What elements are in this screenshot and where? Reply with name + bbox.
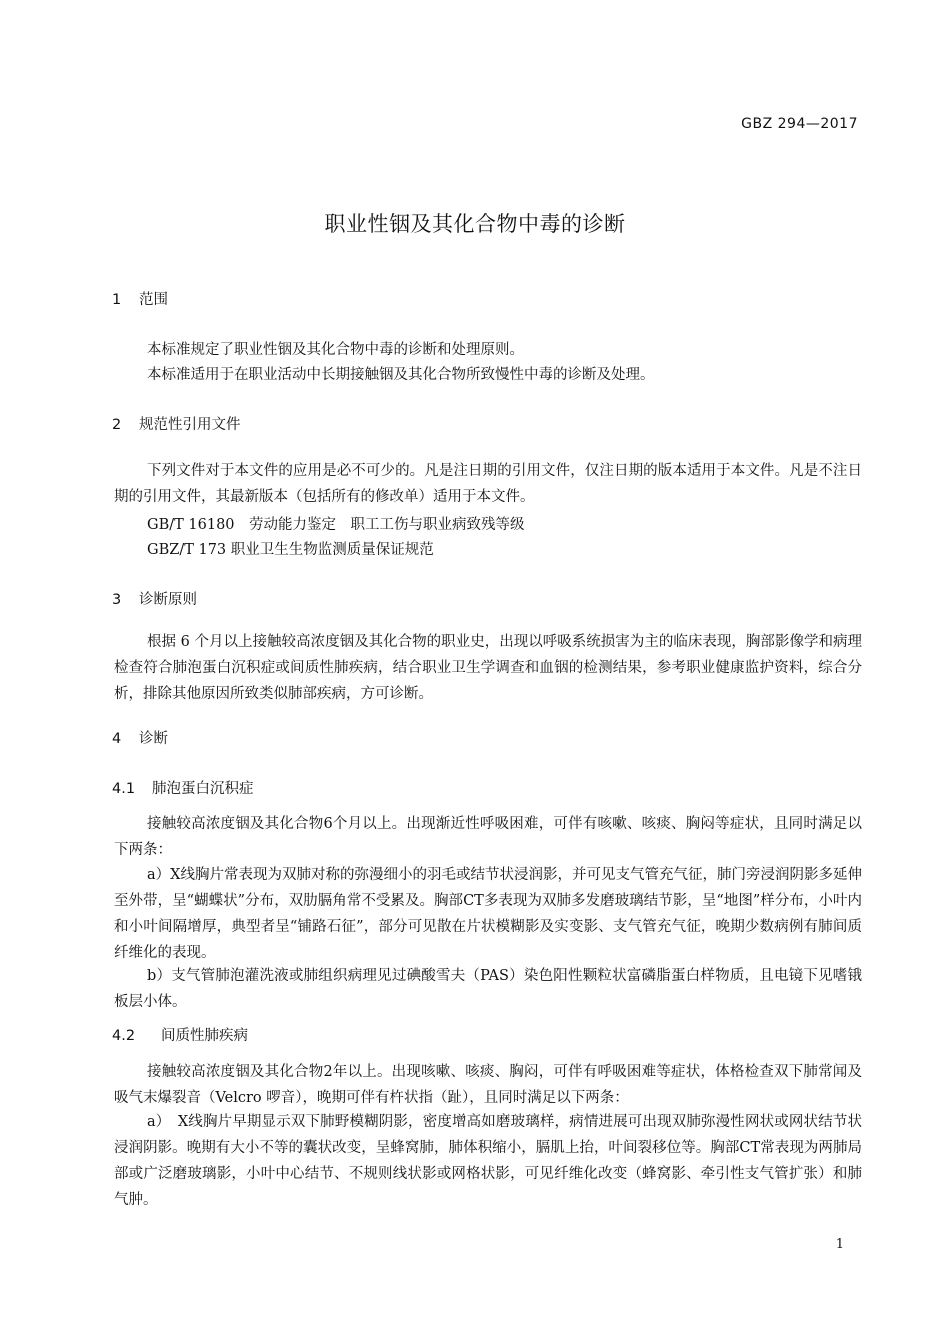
- section-number: 4.2: [112, 1028, 136, 1044]
- section-title: 诊断: [139, 731, 168, 747]
- section-4-heading: [112, 727, 168, 748]
- section-title: 肺泡蛋白沉积症: [152, 781, 254, 797]
- normative-reference-2: GBZ/T 173 职业卫生生物监测质量保证规范: [147, 542, 434, 558]
- subsection-4-1-item-b: b）支气管肺泡灌洗液或肺组织病理见过碘酸雪夫（PAS）染色阳性颗粒状富磷脂蛋白样物质，且电镜下见嗜锇板层小体。: [114, 968, 862, 1010]
- section-3-paragraph: 根据 6 个月以上接触较高浓度铟及其化合物的职业史，出现以呼吸系统损害为主的临床表现，胸部影像学和病理检查符合肺泡蛋白沉积症或间质性肺疾病，结合职业卫生学调查和血铟的检测结果，参考职业健康监护资料，综合分析，排除其他原因所致类似肺部疾病，方可诊断。: [114, 634, 862, 702]
- subsection-4-2-item-a: a） X线胸片早期显示双下肺野模糊阴影，密度增高如磨玻璃样，病情进展可出现双肺弥漫性网状或网状结节状浸润阴影。晚期有大小不等的囊状改变，呈蜂窝肺，肺体积缩小，膈肌上抬，叶间裂移位等。胸部CT常表现为两肺局部或广泛磨玻璃影，小叶中心结节、不规则线状影或网格状影，可见纤维化改变（蜂窝影、牵引性支气管扩张）和肺气肿。: [114, 1114, 862, 1208]
- section-number: 2: [112, 417, 122, 433]
- section-2-heading: [112, 413, 241, 434]
- section-3-heading: [112, 588, 197, 609]
- section-title: 范围: [139, 292, 168, 308]
- subsection-4-1-item-a: a）X线胸片常表现为双肺对称的弥漫细小的羽毛或结节状浸润影，并可见支气管充气征，肺门旁浸润阴影多延伸至外带，呈“蝴蝶状”分布，双肋膈角常不受累及。胸部CT多表现为双肺多发磨玻璃结节影，呈“地图”样分布，小叶内和小叶间隔增厚，典型者呈“铺路石征”，部分可见散在片状模糊影及实变影、支气管充气征，晚期少数病例有肺间质纤维化的表现。: [114, 867, 862, 961]
- section-1-heading: [112, 288, 168, 309]
- subsection-4-1-paragraph: 接触较高浓度铟及其化合物6个月以上。出现渐近性呼吸困难，可伴有咳嗽、咳痰、胸闷等症状，且同时满足以下两条：: [114, 816, 862, 858]
- subsection-4-2-paragraph: 接触较高浓度铟及其化合物2年以上。出现咳嗽、咳痰、胸闷，可伴有呼吸困难等症状，体格检查双下肺常闻及吸气末爆裂音（Velcro 啰音），晚期可伴有杵状指（趾），且同时满足以下两条：: [114, 1064, 862, 1106]
- standard-code: GBZ 294—2017: [741, 116, 858, 132]
- section-1-paragraph-2: 本标准适用于在职业活动中长期接触铟及其化合物所致慢性中毒的诊断及处理。: [147, 367, 655, 383]
- page-number: 1: [835, 1237, 844, 1252]
- section-title: 规范性引用文件: [139, 417, 241, 433]
- section-title: 间质性肺疾病: [161, 1028, 248, 1044]
- section-number: 1: [112, 292, 122, 308]
- section-number: 4: [112, 731, 122, 747]
- document-title: 职业性铟及其化合物中毒的诊断: [324, 212, 626, 236]
- section-number: 3: [112, 592, 122, 608]
- section-2-paragraph: 下列文件对于本文件的应用是必不可少的。凡是注日期的引用文件，仅注日期的版本适用于本文件。凡是不注日期的引用文件，其最新版本（包括所有的修改单）适用于本文件。: [114, 463, 862, 505]
- section-number: 4.1: [112, 781, 136, 797]
- normative-reference-1: GB/T 16180 劳动能力鉴定 职工工伤与职业病致残等级: [147, 517, 525, 533]
- section-1-paragraph-1: 本标准规定了职业性铟及其化合物中毒的诊断和处理原则。: [147, 342, 524, 358]
- subsection-4-2-heading: [112, 1024, 248, 1045]
- subsection-4-1-heading: [112, 777, 254, 798]
- section-title: 诊断原则: [139, 592, 197, 608]
